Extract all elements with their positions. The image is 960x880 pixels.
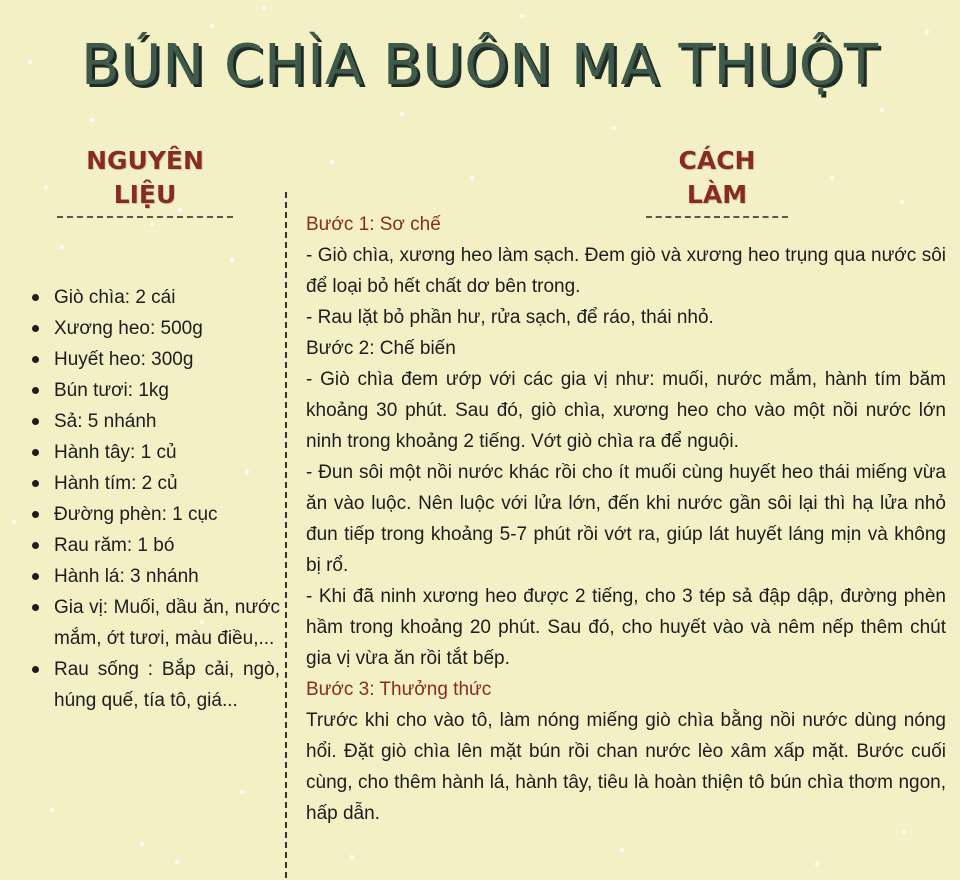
list-item: Rau răm: 1 bó <box>30 530 280 561</box>
column-divider <box>285 192 287 878</box>
list-item: Xương heo: 500g <box>30 313 280 344</box>
step-paragraph: - Rau lặt bỏ phần hư, rửa sạch, để ráo, thái nhỏ. <box>306 307 714 328</box>
list-item: Hành tím: 2 củ <box>30 468 280 499</box>
list-item: Hành lá: 3 nhánh <box>30 561 280 592</box>
step-1-title: Bước 1: Sơ chế <box>306 214 441 235</box>
page-title: BÚN CHÌA BUÔN MA THUỘT <box>80 33 880 98</box>
ingredients-heading: NGUYÊN LIỆU <box>57 144 233 218</box>
step-3-title: Bước 3: Thưởng thức <box>306 679 492 700</box>
list-item: Bún tươi: 1kg <box>30 375 280 406</box>
list-item: Gia vị: Muối, dầu ăn, nước mắm, ớt tươi, màu điều,... <box>30 592 280 654</box>
list-item: Huyết heo: 300g <box>30 344 280 375</box>
ingredients-list <box>30 282 280 716</box>
step-2-title: Bước 2: Chế biến <box>306 338 456 359</box>
method-steps <box>306 209 946 829</box>
method-heading: CÁCH LÀM <box>646 144 788 218</box>
list-item: Giò chìa: 2 cái <box>30 282 280 313</box>
step-paragraph: - Khi đã ninh xương heo được 2 tiếng, cho 3 tép sả đập dập, đường phèn hầm trong khoảng 20 phút. Sau đó, cho huyết vào và nêm nếp thêm chút gia vị vừa ăn rồi tắt bếp. <box>306 586 946 669</box>
list-item: Sả: 5 nhánh <box>30 406 280 437</box>
step-paragraph: Trước khi cho vào tô, làm nóng miếng giò chìa bằng nồi nước dùng nóng hổi. Đặt giò chìa lên mặt bún rồi chan nước lèo xâm xấp mặt. Bước cuối cùng, cho thêm hành lá, hành tây, tiêu là hoàn thiện tô bún chìa thơm ngon, hấp dẫn. <box>306 710 946 824</box>
step-paragraph: - Giò chìa, xương heo làm sạch. Đem giò và xương heo trụng qua nước sôi để loại bỏ hết chất dơ bên trong. <box>306 245 946 297</box>
step-paragraph: - Đun sôi một nồi nước khác rồi cho ít muối cùng huyết heo thái miếng vừa ăn vào luộc. Nên luộc với lửa lớn, đến khi nước gần sôi lại thì hạ lửa nhỏ đun tiếp trong khoảng 5-7 phút rồi vớt ra, giúp lát huyết láng mịn và không bị rổ. <box>306 462 946 576</box>
list-item: Hành tây: 1 củ <box>30 437 280 468</box>
step-paragraph: - Giò chìa đem ướp với các gia vị như: muối, nước mắm, hành tím băm khoảng 30 phút. Sau đó, giò chìa, xương heo cho vào một nồi nước lớn ninh trong khoảng 2 tiếng. Vớt giò chìa ra để nguội. <box>306 369 946 452</box>
list-item: Rau sống : Bắp cải, ngò, húng quế, tía tô, giá... <box>30 654 280 716</box>
list-item: Đường phèn: 1 cục <box>30 499 280 530</box>
